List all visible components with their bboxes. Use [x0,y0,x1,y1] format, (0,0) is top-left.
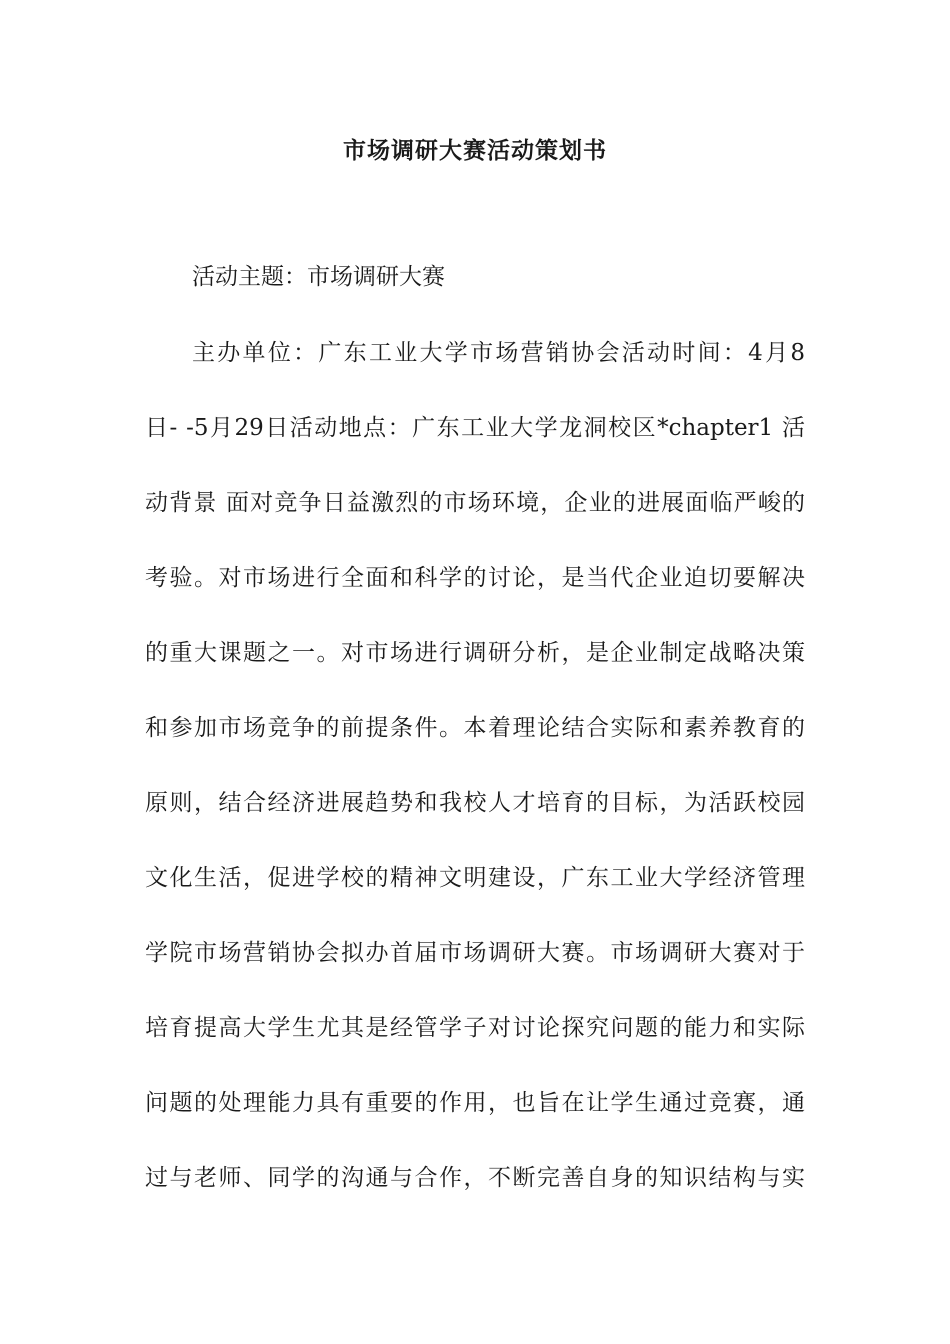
text-line: 问题的处理能力具有重要的作用，也旨在让学生通过竞赛，通 [145,1090,805,1116]
text-line: 主办单位：广东工业大学市场营销协会活动时间：4月8 [192,340,805,366]
text-line: 和参加市场竞争的前提条件。本着理论结合实际和素养教育的 [145,715,805,741]
text-line: 原则，结合经济进展趋势和我校人才培育的目标，为活跃校园 [145,790,805,816]
text-line: 日- -5月29日活动地点：广东工业大学龙洞校区*chapter1 活 [145,415,805,441]
text-line: 活动主题：市场调研大赛 [192,264,445,290]
text-line: 的重大课题之一。对市场进行调研分析，是企业制定战略决策 [145,640,805,666]
text-line: 动背景 面对竞争日益激烈的市场环境，企业的进展面临严峻的 [145,490,805,516]
text-line: 文化生活，促进学校的精神文明建设，广东工业大学经济管理 [145,865,805,891]
text-line: 培育提高大学生尤其是经管学子对讨论探究问题的能力和实际 [145,1015,805,1041]
text-line: 学院市场营销协会拟办首届市场调研大赛。市场调研大赛对于 [145,940,805,966]
text-line: 考验。对市场进行全面和科学的讨论，是当代企业迫切要解决 [145,565,805,591]
document-title: 市场调研大赛活动策划书 [343,138,607,164]
text-line: 过与老师、同学的沟通与合作，不断完善自身的知识结构与实 [145,1165,805,1191]
